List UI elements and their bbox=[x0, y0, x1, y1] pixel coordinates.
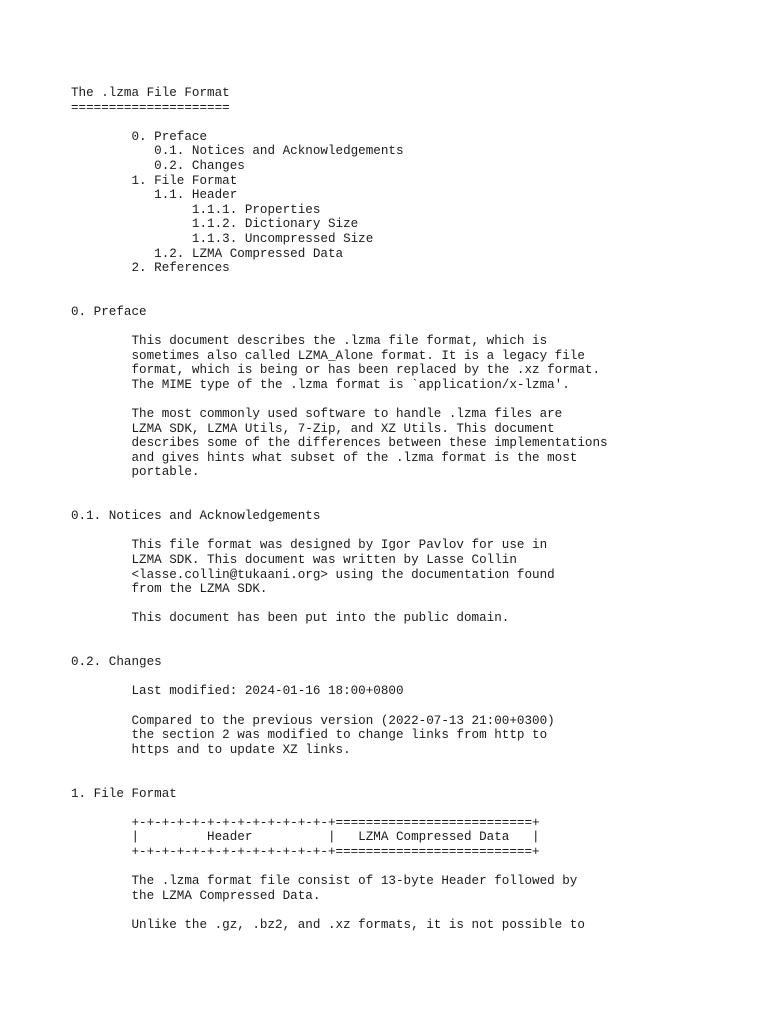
diagram-border-bottom: +-+-+-+-+-+-+-+-+-+-+-+-+-+==========================+ bbox=[71, 844, 540, 859]
blank-line bbox=[71, 115, 608, 130]
paragraph-line: https and to update XZ links. bbox=[71, 742, 351, 757]
blank-line bbox=[71, 524, 608, 539]
blank-line bbox=[71, 641, 608, 656]
toc-item: 0. Preface bbox=[71, 129, 208, 144]
paragraph-line: The most commonly used software to handle .lzma files are bbox=[71, 407, 563, 422]
section-file-format bbox=[71, 787, 608, 933]
paragraph-line: the LZMA Compressed Data. bbox=[71, 888, 321, 903]
blank-line bbox=[71, 626, 608, 641]
title-underline: ===================== bbox=[71, 100, 230, 115]
section-heading: 0.1. Notices and Acknowledgements bbox=[71, 509, 321, 524]
paragraph-line: This document describes the .lzma file format, which is bbox=[71, 334, 548, 349]
section-changes bbox=[71, 655, 608, 757]
paragraph-line: describes some of the differences between these implementations bbox=[71, 436, 608, 451]
paragraph-line: The MIME type of the .lzma format is `application/x-lzma'. bbox=[71, 377, 570, 392]
diagram-labels: | Header | LZMA Compressed Data | bbox=[71, 830, 540, 845]
format-diagram bbox=[71, 816, 608, 860]
blank-line bbox=[71, 495, 608, 510]
paragraph-line: portable. bbox=[71, 465, 200, 480]
blank-line bbox=[71, 392, 608, 407]
blank-line bbox=[71, 290, 608, 305]
blank-line bbox=[71, 480, 608, 495]
blank-line bbox=[71, 859, 608, 874]
section-heading: 0. Preface bbox=[71, 304, 147, 319]
section-preface bbox=[71, 305, 608, 480]
toc-item: 2. References bbox=[71, 261, 230, 276]
blank-line bbox=[71, 772, 608, 787]
diagram-border-top: +-+-+-+-+-+-+-+-+-+-+-+-+-+==========================+ bbox=[71, 815, 540, 830]
blank-line bbox=[71, 801, 608, 816]
blank-line bbox=[71, 320, 608, 335]
toc-item: 1.1. Header bbox=[71, 188, 238, 203]
last-modified: Last modified: 2024-01-16 18:00+0800 bbox=[71, 684, 404, 699]
paragraph-line: from the LZMA SDK. bbox=[71, 582, 268, 597]
paragraph-line: This file format was designed by Igor Pavlov for use in bbox=[71, 538, 548, 553]
section-heading: 0.2. Changes bbox=[71, 655, 162, 670]
paragraph-line: This document has been put into the public domain. bbox=[71, 611, 510, 626]
toc-item: 1.1.3. Uncompressed Size bbox=[71, 231, 374, 246]
toc-item: 1. File Format bbox=[71, 173, 238, 188]
paragraph-line: <lasse.collin@tukaani.org> using the documentation found bbox=[71, 567, 555, 582]
paragraph-line: LZMA SDK. This document was written by Lasse Collin bbox=[71, 553, 517, 567]
toc-item: 1.1.1. Properties bbox=[71, 202, 321, 217]
blank-line bbox=[71, 757, 608, 772]
blank-line bbox=[71, 670, 608, 685]
paragraph-line: Compared to the previous version (2022-07-13 21:00+0300) bbox=[71, 713, 555, 728]
table-of-contents bbox=[71, 130, 608, 276]
paragraph-line: The .lzma format file consist of 13-byte Header followed by bbox=[71, 874, 578, 889]
paragraph-line: sometimes also called LZMA_Alone format. It is a legacy file bbox=[71, 348, 585, 363]
section-notices bbox=[71, 509, 608, 626]
toc-item: 1.1.2. Dictionary Size bbox=[71, 217, 359, 232]
blank-line bbox=[71, 276, 608, 291]
section-heading: 1. File Format bbox=[71, 786, 177, 801]
document-body bbox=[71, 86, 608, 932]
blank-line bbox=[71, 903, 608, 918]
toc-item: 0.2. Changes bbox=[71, 158, 245, 173]
paragraph-line: LZMA SDK, LZMA Utils, 7-Zip, and XZ Utils. This document bbox=[71, 421, 555, 436]
paragraph-line: format, which is being or has been replaced by the .xz format. bbox=[71, 363, 601, 378]
blank-line bbox=[71, 597, 608, 612]
paragraph-line: and gives hints what subset of the .lzma format is the most bbox=[71, 450, 578, 465]
document-title: The .lzma File Format bbox=[71, 86, 230, 100]
toc-item: 1.2. LZMA Compressed Data bbox=[71, 246, 344, 261]
paragraph-line: Unlike the .gz, .bz2, and .xz formats, it is not possible to bbox=[71, 917, 585, 932]
toc-item: 0.1. Notices and Acknowledgements bbox=[71, 144, 404, 159]
paragraph-line: the section 2 was modified to change links from http to bbox=[71, 728, 548, 743]
blank-line bbox=[71, 699, 608, 714]
